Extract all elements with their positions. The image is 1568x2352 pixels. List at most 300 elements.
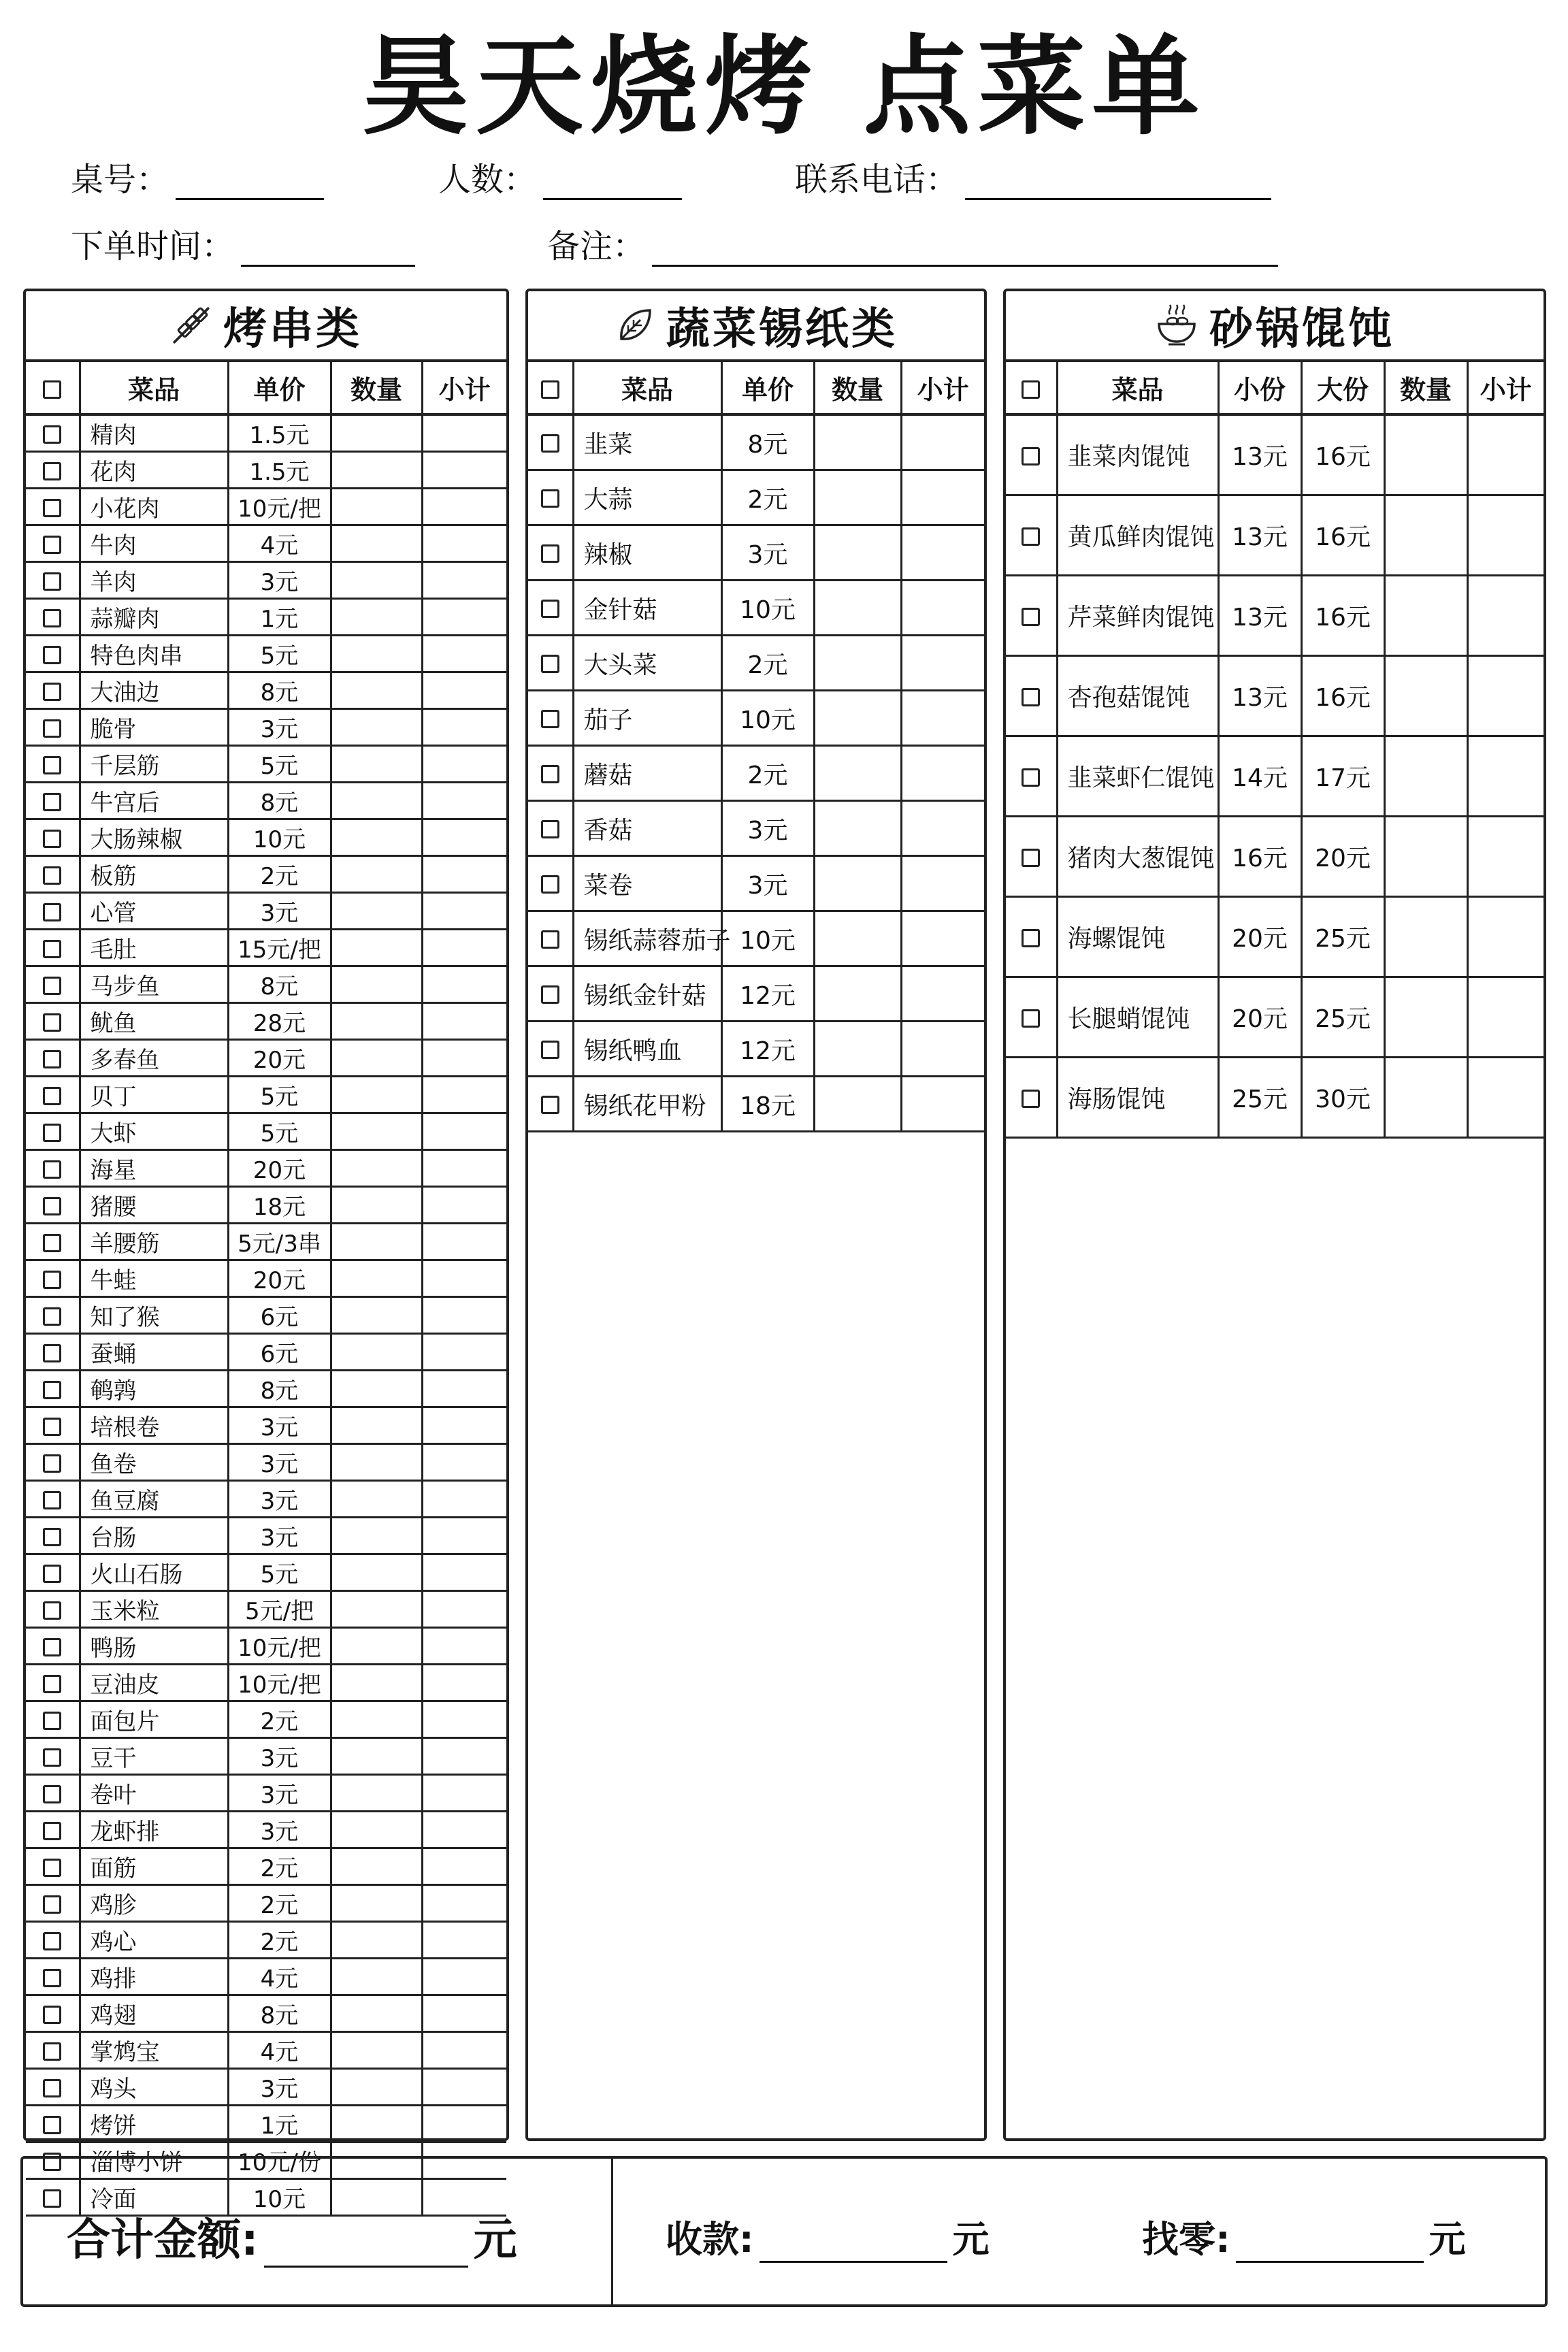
subtotal-cell[interactable] [422, 1995, 506, 2032]
subtotal-cell[interactable] [422, 1040, 506, 1077]
checkbox-cell[interactable] [26, 1665, 80, 1701]
checkbox-cell[interactable] [528, 746, 573, 801]
checkbox[interactable] [43, 1822, 61, 1840]
checkbox[interactable] [541, 380, 559, 399]
veg-menu-row[interactable] [528, 746, 984, 801]
quantity-cell[interactable] [331, 1187, 422, 1224]
checkbox[interactable] [43, 1785, 61, 1803]
table-number-blank[interactable] [176, 160, 324, 200]
veg-menu-row[interactable] [528, 691, 984, 746]
checkbox-cell[interactable] [26, 1334, 80, 1371]
wonton-menu-row[interactable] [1006, 817, 1544, 897]
bbq-menu-row[interactable] [26, 1444, 506, 1481]
checkbox-cell[interactable] [1006, 817, 1057, 897]
quantity-cell[interactable] [331, 1481, 422, 1518]
subtotal-cell[interactable] [901, 1077, 984, 1132]
checkbox-cell[interactable] [26, 525, 80, 562]
bbq-menu-row[interactable] [26, 1077, 506, 1113]
checkbox[interactable] [541, 655, 559, 673]
veg-menu-row[interactable] [528, 856, 984, 911]
bbq-menu-row[interactable] [26, 1113, 506, 1150]
quantity-cell[interactable] [331, 562, 422, 599]
checkbox-cell[interactable] [26, 783, 80, 819]
checkbox-cell[interactable] [26, 1113, 80, 1150]
bbq-menu-row[interactable] [26, 1150, 506, 1187]
checkbox[interactable] [43, 2079, 61, 2097]
subtotal-cell[interactable] [422, 636, 506, 672]
checkbox-cell[interactable] [26, 1407, 80, 1444]
checkbox-cell[interactable] [26, 966, 80, 1003]
veg-menu-row[interactable] [528, 966, 984, 1022]
quantity-cell[interactable] [331, 1922, 422, 1959]
quantity-cell[interactable] [331, 672, 422, 709]
checkbox-cell[interactable] [26, 1959, 80, 1995]
wonton-menu-row[interactable] [1006, 495, 1544, 576]
quantity-cell[interactable] [331, 1995, 422, 2032]
checkbox[interactable] [43, 1712, 61, 1730]
subtotal-cell[interactable] [422, 1371, 506, 1407]
subtotal-cell[interactable] [422, 1591, 506, 1628]
quantity-cell[interactable] [331, 1885, 422, 1922]
subtotal-cell[interactable] [422, 1187, 506, 1224]
checkbox-cell[interactable] [26, 1775, 80, 1812]
checkbox-cell[interactable] [26, 1591, 80, 1628]
bbq-menu-row[interactable] [26, 672, 506, 709]
wonton-menu-row[interactable] [1006, 897, 1544, 977]
subtotal-cell[interactable] [901, 525, 984, 581]
quantity-cell[interactable] [331, 746, 422, 783]
subtotal-cell[interactable] [422, 1518, 506, 1554]
checkbox-cell[interactable] [528, 691, 573, 746]
subtotal-cell[interactable] [1467, 495, 1544, 576]
checkbox-cell[interactable] [528, 414, 573, 470]
wonton-menu-row[interactable] [1006, 414, 1544, 495]
subtotal-cell[interactable] [1467, 897, 1544, 977]
checkbox[interactable] [43, 1418, 61, 1436]
quantity-cell[interactable] [814, 746, 901, 801]
checkbox[interactable] [43, 1969, 61, 1987]
quantity-cell[interactable] [1384, 817, 1467, 897]
checkbox-cell[interactable] [26, 746, 80, 783]
quantity-cell[interactable] [331, 414, 422, 452]
subtotal-cell[interactable] [901, 856, 984, 911]
veg-menu-row[interactable] [528, 911, 984, 966]
subtotal-cell[interactable] [422, 1628, 506, 1665]
checkbox[interactable] [43, 646, 61, 664]
checkbox[interactable] [541, 544, 559, 563]
subtotal-cell[interactable] [422, 856, 506, 893]
checkbox-cell[interactable] [528, 470, 573, 525]
people-count-blank[interactable] [543, 160, 682, 200]
quantity-cell[interactable] [331, 1775, 422, 1812]
bbq-menu-row[interactable] [26, 414, 506, 452]
subtotal-cell[interactable] [422, 1812, 506, 1848]
checkbox-cell[interactable] [1006, 1058, 1057, 1138]
checkbox[interactable] [43, 1050, 61, 1068]
checkbox-cell[interactable] [1006, 495, 1057, 576]
checkbox[interactable] [43, 1638, 61, 1656]
checkbox[interactable] [1022, 849, 1040, 867]
quantity-cell[interactable] [331, 1003, 422, 1040]
quantity-cell[interactable] [331, 1260, 422, 1297]
quantity-cell[interactable] [331, 1554, 422, 1591]
bbq-menu-row[interactable] [26, 525, 506, 562]
quantity-cell[interactable] [331, 1113, 422, 1150]
bbq-menu-row[interactable] [26, 1848, 506, 1885]
subtotal-cell[interactable] [1467, 736, 1544, 817]
checkbox[interactable] [1022, 1090, 1040, 1108]
quantity-cell[interactable] [331, 1040, 422, 1077]
bbq-menu-row[interactable] [26, 2069, 506, 2106]
veg-menu-row[interactable] [528, 470, 984, 525]
checkbox[interactable] [43, 1344, 61, 1362]
checkbox[interactable] [43, 793, 61, 811]
subtotal-cell[interactable] [422, 1775, 506, 1812]
veg-menu-row[interactable] [528, 1077, 984, 1132]
subtotal-cell[interactable] [422, 1848, 506, 1885]
checkbox[interactable] [43, 1675, 61, 1693]
checkbox-cell[interactable] [26, 1040, 80, 1077]
checkbox[interactable] [43, 1087, 61, 1105]
subtotal-cell[interactable] [422, 1003, 506, 1040]
quantity-cell[interactable] [1384, 576, 1467, 656]
bbq-menu-row[interactable] [26, 599, 506, 636]
checkbox-cell[interactable] [26, 2106, 80, 2142]
quantity-cell[interactable] [331, 1701, 422, 1738]
bbq-menu-row[interactable] [26, 1334, 506, 1371]
bbq-menu-row[interactable] [26, 562, 506, 599]
quantity-cell[interactable] [331, 1077, 422, 1113]
quantity-cell[interactable] [331, 1224, 422, 1260]
quantity-cell[interactable] [331, 1848, 422, 1885]
bbq-menu-row[interactable] [26, 1518, 506, 1554]
checkbox-cell[interactable] [26, 1554, 80, 1591]
wonton-menu-row[interactable] [1006, 1058, 1544, 1138]
subtotal-cell[interactable] [422, 709, 506, 746]
checkbox[interactable] [43, 2042, 61, 2061]
bbq-menu-row[interactable] [26, 1003, 506, 1040]
checkbox-cell[interactable] [528, 801, 573, 856]
checkbox-cell[interactable] [26, 1481, 80, 1518]
checkbox[interactable] [541, 1041, 559, 1059]
subtotal-cell[interactable] [422, 1554, 506, 1591]
subtotal-cell[interactable] [422, 1113, 506, 1150]
checkbox[interactable] [43, 1271, 61, 1289]
quantity-cell[interactable] [1384, 495, 1467, 576]
veg-menu-row[interactable] [528, 801, 984, 856]
checkbox[interactable] [43, 425, 61, 444]
quantity-cell[interactable] [331, 2106, 422, 2142]
veg-menu-row[interactable] [528, 414, 984, 470]
checkbox-cell[interactable] [26, 1150, 80, 1187]
quantity-cell[interactable] [1384, 897, 1467, 977]
subtotal-cell[interactable] [901, 801, 984, 856]
bbq-menu-row[interactable] [26, 452, 506, 489]
total-amount-blank[interactable] [264, 2218, 468, 2268]
bbq-menu-row[interactable] [26, 893, 506, 930]
quantity-cell[interactable] [331, 930, 422, 966]
checkbox-cell[interactable] [26, 562, 80, 599]
quantity-cell[interactable] [331, 1371, 422, 1407]
quantity-cell[interactable] [814, 1077, 901, 1132]
bbq-menu-row[interactable] [26, 1775, 506, 1812]
quantity-cell[interactable] [331, 1334, 422, 1371]
checkbox[interactable] [43, 2006, 61, 2024]
quantity-cell[interactable] [814, 581, 901, 636]
subtotal-cell[interactable] [422, 2106, 506, 2142]
checkbox[interactable] [43, 1197, 61, 1215]
checkbox[interactable] [1022, 447, 1040, 466]
quantity-cell[interactable] [814, 691, 901, 746]
quantity-cell[interactable] [331, 1812, 422, 1848]
checkbox-cell[interactable] [528, 1022, 573, 1077]
checkbox-cell[interactable] [1006, 736, 1057, 817]
checkbox-cell[interactable] [26, 1444, 80, 1481]
veg-menu-row[interactable] [528, 525, 984, 581]
checkbox[interactable] [43, 536, 61, 554]
quantity-cell[interactable] [1384, 977, 1467, 1058]
bbq-menu-row[interactable] [26, 1959, 506, 1995]
quantity-cell[interactable] [814, 801, 901, 856]
checkbox-cell[interactable] [26, 599, 80, 636]
subtotal-cell[interactable] [422, 1885, 506, 1922]
subtotal-cell[interactable] [422, 1481, 506, 1518]
bbq-menu-row[interactable] [26, 709, 506, 746]
checkbox[interactable] [541, 710, 559, 728]
checkbox[interactable] [43, 1381, 61, 1399]
subtotal-cell[interactable] [422, 525, 506, 562]
quantity-cell[interactable] [814, 856, 901, 911]
bbq-menu-row[interactable] [26, 1187, 506, 1224]
checkbox-cell[interactable] [26, 489, 80, 525]
checkbox-cell[interactable] [26, 1812, 80, 1848]
bbq-menu-row[interactable] [26, 783, 506, 819]
checkbox-cell[interactable] [26, 856, 80, 893]
checkbox[interactable] [541, 985, 559, 1004]
subtotal-cell[interactable] [1467, 656, 1544, 736]
subtotal-cell[interactable] [422, 1665, 506, 1701]
order-time-blank[interactable] [241, 227, 415, 267]
quantity-cell[interactable] [331, 1518, 422, 1554]
checkbox[interactable] [1022, 1009, 1040, 1028]
bbq-menu-row[interactable] [26, 1407, 506, 1444]
checkbox[interactable] [43, 1859, 61, 1877]
bbq-menu-row[interactable] [26, 1885, 506, 1922]
quantity-cell[interactable] [331, 525, 422, 562]
checkbox[interactable] [43, 1491, 61, 1509]
checkbox-cell[interactable] [26, 672, 80, 709]
subtotal-cell[interactable] [901, 470, 984, 525]
subtotal-cell[interactable] [422, 1260, 506, 1297]
bbq-menu-row[interactable] [26, 746, 506, 783]
checkbox[interactable] [43, 977, 61, 995]
bbq-menu-row[interactable] [26, 1701, 506, 1738]
quantity-cell[interactable] [331, 599, 422, 636]
bbq-menu-row[interactable] [26, 856, 506, 893]
phone-blank[interactable] [965, 160, 1271, 200]
subtotal-cell[interactable] [422, 1150, 506, 1187]
subtotal-cell[interactable] [422, 1738, 506, 1775]
veg-menu-row[interactable] [528, 581, 984, 636]
checkbox-cell[interactable] [528, 525, 573, 581]
subtotal-cell[interactable] [422, 1922, 506, 1959]
subtotal-cell[interactable] [901, 581, 984, 636]
checkbox[interactable] [1022, 929, 1040, 947]
checkbox-cell[interactable] [26, 1701, 80, 1738]
checkbox[interactable] [43, 499, 61, 517]
checkbox[interactable] [43, 1307, 61, 1326]
checkbox-cell[interactable] [26, 1297, 80, 1334]
subtotal-cell[interactable] [422, 746, 506, 783]
checkbox-cell[interactable] [528, 581, 573, 636]
subtotal-cell[interactable] [422, 893, 506, 930]
checkbox[interactable] [43, 462, 61, 480]
select-all-cell[interactable] [1006, 362, 1057, 414]
bbq-menu-row[interactable] [26, 1371, 506, 1407]
checkbox-cell[interactable] [26, 1628, 80, 1665]
quantity-cell[interactable] [331, 856, 422, 893]
checkbox[interactable] [43, 572, 61, 591]
subtotal-cell[interactable] [901, 966, 984, 1022]
subtotal-cell[interactable] [422, 1077, 506, 1113]
subtotal-cell[interactable] [901, 414, 984, 470]
checkbox-cell[interactable] [1006, 656, 1057, 736]
bbq-menu-row[interactable] [26, 1554, 506, 1591]
bbq-menu-row[interactable] [26, 930, 506, 966]
checkbox-cell[interactable] [26, 1003, 80, 1040]
quantity-cell[interactable] [814, 470, 901, 525]
checkbox[interactable] [43, 1124, 61, 1142]
subtotal-cell[interactable] [422, 489, 506, 525]
checkbox-cell[interactable] [26, 636, 80, 672]
checkbox-cell[interactable] [26, 893, 80, 930]
checkbox[interactable] [43, 940, 61, 958]
checkbox[interactable] [43, 756, 61, 774]
subtotal-cell[interactable] [422, 1334, 506, 1371]
quantity-cell[interactable] [331, 1297, 422, 1334]
select-all-cell[interactable] [26, 362, 80, 414]
checkbox[interactable] [541, 875, 559, 894]
checkbox[interactable] [43, 609, 61, 627]
checkbox-cell[interactable] [26, 1995, 80, 2032]
bbq-menu-row[interactable] [26, 819, 506, 856]
checkbox[interactable] [43, 830, 61, 848]
subtotal-cell[interactable] [422, 2032, 506, 2069]
subtotal-cell[interactable] [901, 1022, 984, 1077]
received-blank[interactable] [760, 2219, 947, 2263]
wonton-menu-row[interactable] [1006, 977, 1544, 1058]
bbq-menu-row[interactable] [26, 1297, 506, 1334]
subtotal-cell[interactable] [422, 966, 506, 1003]
subtotal-cell[interactable] [422, 1224, 506, 1260]
subtotal-cell[interactable] [422, 1701, 506, 1738]
checkbox[interactable] [43, 1601, 61, 1620]
subtotal-cell[interactable] [422, 819, 506, 856]
select-all-cell[interactable] [528, 362, 573, 414]
checkbox[interactable] [43, 683, 61, 701]
checkbox[interactable] [43, 1160, 61, 1179]
checkbox[interactable] [43, 1932, 61, 1950]
quantity-cell[interactable] [814, 636, 901, 691]
checkbox-cell[interactable] [26, 2032, 80, 2069]
note-blank[interactable] [652, 227, 1278, 267]
checkbox[interactable] [1022, 768, 1040, 787]
quantity-cell[interactable] [331, 893, 422, 930]
checkbox[interactable] [541, 434, 559, 453]
checkbox[interactable] [541, 820, 559, 838]
bbq-menu-row[interactable] [26, 636, 506, 672]
checkbox-cell[interactable] [26, 1260, 80, 1297]
bbq-menu-row[interactable] [26, 1812, 506, 1848]
veg-menu-row[interactable] [528, 636, 984, 691]
checkbox-cell[interactable] [26, 1885, 80, 1922]
checkbox-cell[interactable] [1006, 414, 1057, 495]
checkbox[interactable] [541, 930, 559, 949]
checkbox-cell[interactable] [1006, 897, 1057, 977]
quantity-cell[interactable] [331, 1628, 422, 1665]
subtotal-cell[interactable] [901, 746, 984, 801]
quantity-cell[interactable] [814, 414, 901, 470]
quantity-cell[interactable] [814, 525, 901, 581]
checkbox-cell[interactable] [26, 1224, 80, 1260]
subtotal-cell[interactable] [422, 414, 506, 452]
checkbox-cell[interactable] [26, 2069, 80, 2106]
bbq-menu-row[interactable] [26, 1922, 506, 1959]
wonton-menu-row[interactable] [1006, 736, 1544, 817]
checkbox[interactable] [541, 600, 559, 618]
checkbox[interactable] [43, 719, 61, 738]
bbq-menu-row[interactable] [26, 1628, 506, 1665]
checkbox[interactable] [43, 1454, 61, 1473]
subtotal-cell[interactable] [422, 562, 506, 599]
quantity-cell[interactable] [331, 819, 422, 856]
checkbox[interactable] [541, 1096, 559, 1114]
bbq-menu-row[interactable] [26, 966, 506, 1003]
quantity-cell[interactable] [331, 636, 422, 672]
quantity-cell[interactable] [1384, 656, 1467, 736]
checkbox-cell[interactable] [26, 930, 80, 966]
checkbox-cell[interactable] [26, 1518, 80, 1554]
subtotal-cell[interactable] [901, 911, 984, 966]
checkbox-cell[interactable] [528, 636, 573, 691]
change-blank[interactable] [1236, 2219, 1424, 2263]
checkbox[interactable] [43, 380, 61, 399]
subtotal-cell[interactable] [422, 1444, 506, 1481]
subtotal-cell[interactable] [1467, 576, 1544, 656]
quantity-cell[interactable] [331, 1150, 422, 1187]
quantity-cell[interactable] [331, 709, 422, 746]
checkbox[interactable] [43, 903, 61, 921]
subtotal-cell[interactable] [422, 783, 506, 819]
bbq-menu-row[interactable] [26, 2106, 506, 2142]
checkbox-cell[interactable] [26, 1848, 80, 1885]
veg-menu-row[interactable] [528, 1022, 984, 1077]
quantity-cell[interactable] [1384, 736, 1467, 817]
wonton-menu-row[interactable] [1006, 656, 1544, 736]
bbq-menu-row[interactable] [26, 1481, 506, 1518]
checkbox[interactable] [1022, 380, 1040, 399]
checkbox-cell[interactable] [528, 966, 573, 1022]
subtotal-cell[interactable] [422, 599, 506, 636]
subtotal-cell[interactable] [1467, 414, 1544, 495]
bbq-menu-row[interactable] [26, 1738, 506, 1775]
checkbox[interactable] [43, 1895, 61, 1914]
checkbox[interactable] [1022, 608, 1040, 626]
quantity-cell[interactable] [814, 966, 901, 1022]
checkbox-cell[interactable] [26, 819, 80, 856]
quantity-cell[interactable] [1384, 1058, 1467, 1138]
quantity-cell[interactable] [1384, 414, 1467, 495]
